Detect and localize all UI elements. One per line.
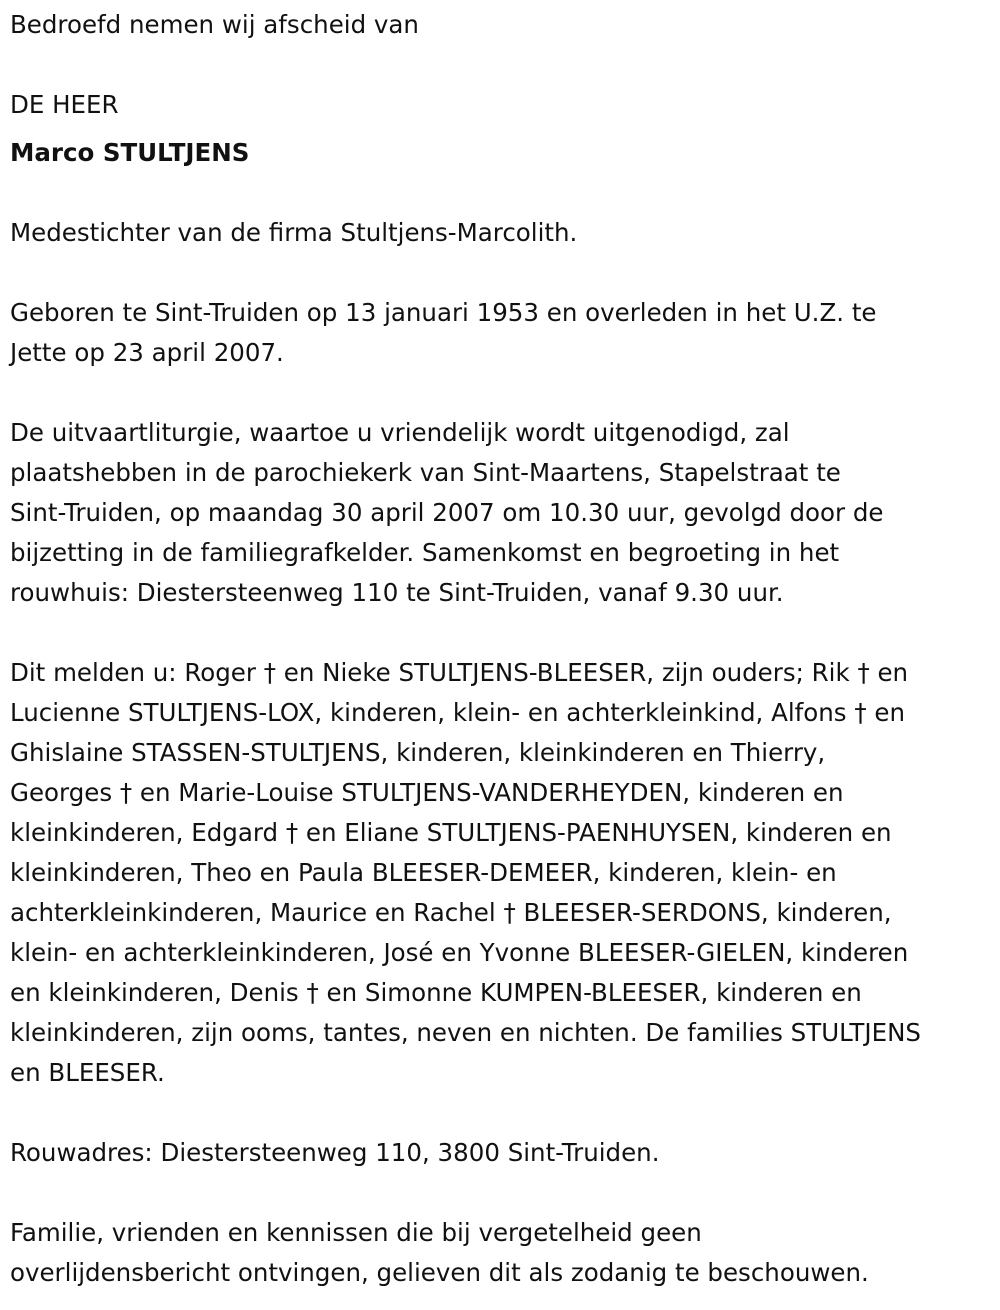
- family-text: Dit melden u: Roger † en Nieke STULTJENS-BLEESER, zijn ouders; Rik † en Lucienne STULTJENS-LOX, kinderen, klein- en achterkleinkind, Alfons † en Ghislaine STASSEN-STULTJENS, kinderen, kleinkinderen en Thierry, Georges † en Marie-Louise STULTJENS-VANDERHEYDEN, kinderen en kleinkinderen, Edgard † en Eliane STULTJENS-PAENHUYSEN, kinderen en kleinkinderen, Theo en Paula BLEESER-DEMEER, kinderen, klein- en achterkleinkinderen, Maurice en Rachel † BLEESER-SERDONS, kinderen, klein- en achterkleinkinderen, José en Yvonne BLEESER-GIELEN, kinderen en kleinkinderen, Denis † en Simonne KUMPEN-BLEESER, kinderen en kleinkinderen, zijn ooms, tantes, neven en nichten. De families STULTJENS en BLEESER.: [10, 658, 921, 1087]
- salutation: DE HEER: [10, 90, 119, 119]
- occupation-text: Medestichter van de firma Stultjens-Marcolith.: [10, 218, 578, 247]
- birth-death-text: Geboren te Sint-Truiden op 13 januari 1953 en overleden in het U.Z. te Jette op 23 april 2007.: [10, 298, 877, 367]
- address-text: Rouwadres: Diestersteenweg 110, 3800 Sint-Truiden.: [10, 1138, 660, 1167]
- closing-text: Familie, vrienden en kennissen die bij vergetelheid geen overlijdensbericht ontvingen, gelieven dit als zodanig te beschouwen.: [10, 1218, 869, 1287]
- intro-text: Bedroefd nemen wij afscheid van: [10, 10, 419, 39]
- deceased-name: Marco STULTJENS: [10, 138, 250, 167]
- funeral-text: De uitvaartliturgie, waartoe u vriendelijk wordt uitgenodigd, zal plaatshebben in de parochiekerk van Sint-Maartens, Stapelstraat te Sint-Truiden, op maandag 30 april 2007 om 10.30 uur, gevolgd door de bijzetting in de familiegrafkelder. Samenkomst en begroeting in het rouwhuis: Diestersteenweg 110 te Sint-Truiden, vanaf 9.30 uur.: [10, 418, 884, 607]
